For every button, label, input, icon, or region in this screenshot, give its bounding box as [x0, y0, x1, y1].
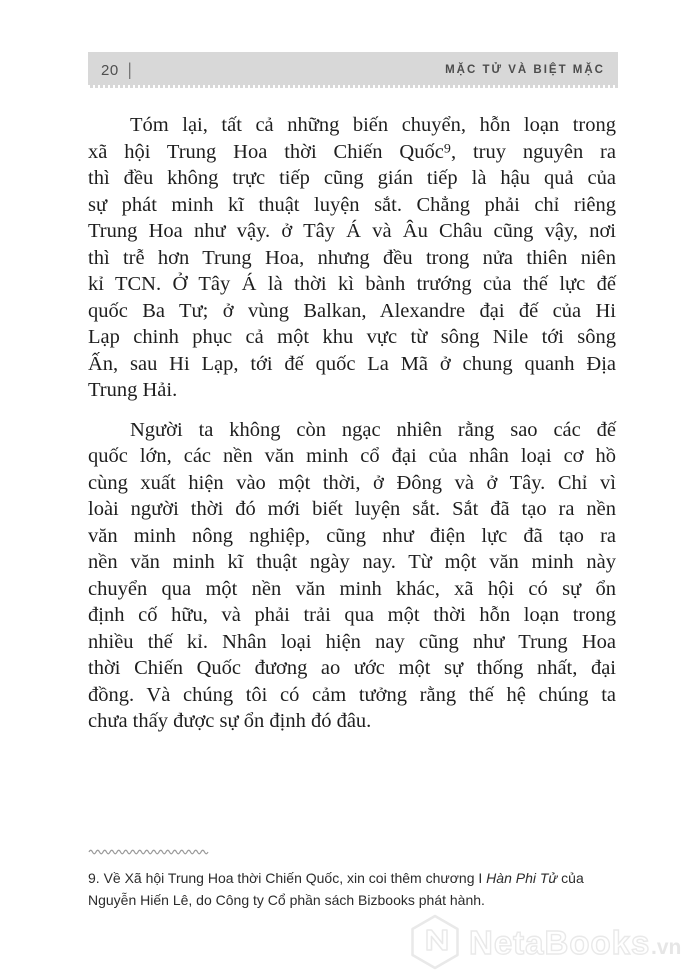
- text-line: chuyển qua một nền văn minh khác, xã hội có sự ổn: [88, 577, 616, 600]
- footnote-text: [88, 867, 618, 911]
- text-line: chưa thấy được sự ổn định đó đâu.: [88, 710, 372, 732]
- netabooks-hexagon-icon: [413, 916, 458, 968]
- body-text: [88, 112, 616, 735]
- text-line: sự phát minh kĩ thuật luyện sắt. Chẳng phải chỉ riêng: [88, 193, 616, 216]
- paragraph: [88, 417, 616, 735]
- text-line: Tóm lại, tất cả những biến chuyển, hỗn loạn trong: [130, 114, 616, 136]
- netabooks-logo: [405, 908, 690, 972]
- text-line: định cố hữu, và phải trải qua một thời hỗn loạn trong: [88, 604, 616, 626]
- page-number: 20: [101, 61, 119, 79]
- header-left: [101, 62, 132, 79]
- text-line: đồng. Và chúng tôi có cảm tưởng rằng thế hệ chúng ta: [88, 683, 616, 706]
- text-line: Người ta không còn ngạc nhiên rằng sao các đế: [130, 418, 616, 441]
- text-line: thì trễ hơn Trung Hoa, nhưng đều trong nửa thiên niên: [88, 246, 616, 269]
- netabooks-watermark: [405, 908, 690, 972]
- text-line: xã hội Trung Hoa thời Chiến Quốc⁹, truy nguyên ra: [88, 140, 616, 163]
- text-line: Trung Hải.: [88, 379, 178, 401]
- text-line: Trung Hoa như vậy. ở Tây Á và Âu Châu cũng vậy, nơi: [88, 220, 616, 242]
- text-line: quốc Ba Tư; ở vùng Balkan, Alexandre đại đế của Hi: [88, 299, 616, 322]
- text-line: quốc lớn, các nền văn minh cổ đại của nhân loại cơ hồ: [88, 445, 616, 467]
- text-line: Lạp chinh phục cả một khu vực từ sông Nile tới sông: [88, 326, 616, 348]
- text-line: Ấn, sau Hi Lạp, tới đế quốc La Mã ở chung quanh Địa: [88, 352, 616, 375]
- header-divider: |: [127, 60, 132, 80]
- watermark-brand-text: NetaBooks: [469, 924, 651, 961]
- text-line: thì đều không trực tiếp cũng gián tiếp là hậu quả của: [88, 167, 616, 189]
- page-header-bar: [88, 52, 618, 88]
- text-line: thời Chiến Quốc đương ao ước một sự thống nhất, đại: [88, 657, 616, 679]
- text-line: nhiều thế kỉ. Nhân loại hiện nay cũng như Trung Hoa: [88, 630, 616, 653]
- text-line: kỉ TCN. Ở Tây Á là thời kì bành trướng của thế lực đế: [88, 273, 616, 295]
- book-title: MẶC TỬ VÀ BIỆT MẶC: [445, 64, 605, 76]
- footnote: [88, 840, 618, 911]
- text-line: loài người thời đó mới biết luyện sắt. Sắt đã tạo ra nền: [88, 498, 616, 520]
- footnote-part-before: 9. Về Xã hội Trung Hoa thời Chiến Quốc, xin coi thêm chương I: [88, 870, 487, 886]
- text-line: văn minh nông nghiệp, cũng như điện lực đã tạo ra: [88, 524, 616, 547]
- wavy-line-icon: [88, 848, 210, 856]
- text-line: nền văn minh kĩ thuật ngày nay. Từ một văn minh này: [88, 551, 616, 573]
- paragraph: [88, 112, 616, 404]
- footnote-separator: [88, 840, 618, 862]
- footnote-part-after: của Nguyễn Hiến Lê, do Công ty Cổ phần sách Bizbooks phát hành.: [88, 870, 584, 908]
- watermark-domain-suffix: .vn: [651, 936, 682, 959]
- text-line: cùng xuất hiện vào một thời, ở Đông và ở Tây. Chỉ vì: [88, 471, 616, 494]
- footnote-cited-title: Hàn Phi Tử: [486, 870, 558, 886]
- perforation-edge: [88, 85, 618, 89]
